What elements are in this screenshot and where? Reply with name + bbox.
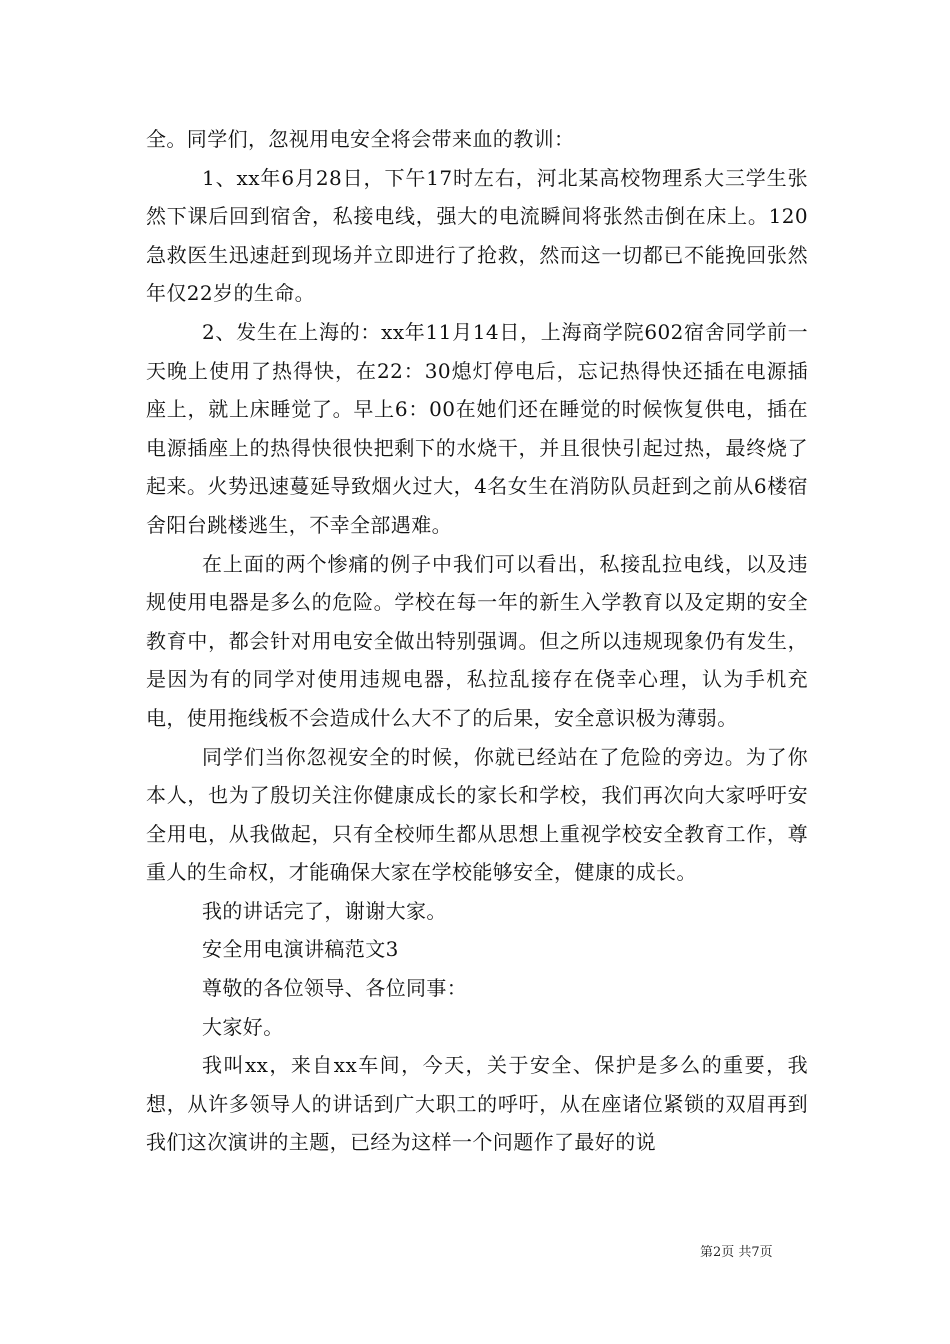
document-body: [146, 120, 808, 1162]
paragraph-intro: 我叫xx，来自xx车间，今天，关于安全、保护是多么的重要，我想，从许多领导人的讲话到广大职工的呼吁，从在座诸位紧锁的双眉再到我们这次演讲的主题，已经为这样一个问题作了最好的说: [146, 1053, 808, 1155]
paragraph-case-2: 2、发生在上海的：xx年11月14日，上海商学院602宿舍同学前一天晚上使用了热得快，在22：30熄灯停电后，忘记热得快还插在电源插座上，就上床睡觉了。早上6：00在她们还在睡觉的时候恢复供电，插在电源插座上的热得快很快把剩下的水烧干，并且很快引起过热，最终烧了起来。火势迅速蔓延导致烟火过大，4名女生在消防队员赶到之前从6楼宿舍阳台跳楼逃生，不幸全部遇难。: [146, 319, 808, 537]
paragraph-closing: 我的讲话完了，谢谢大家。: [202, 898, 447, 923]
paragraph-case-1: 1、xx年6月28日，下午17时左右，河北某高校物理系大三学生张然下课后回到宿舍，私接电线，强大的电流瞬间将张然击倒在床上。120急救医生迅速赶到现场并立即进行了抢救，然而这一切都已不能挽回张然年仅22岁的生命。: [146, 165, 808, 306]
page-number-footer: 第2页 共7页: [700, 1245, 773, 1260]
paragraph-continuation: 全。同学们，忽视用电安全将会带来血的教训：: [146, 127, 575, 151]
salutation: 尊敬的各位领导、各位同事：: [202, 976, 468, 1001]
paragraph-analysis: 在上面的两个惨痛的例子中我们可以看出，私接乱拉电线，以及违规使用电器是多么的危险。学校在每一年的新生入学教育以及定期的安全教育中，都会针对用电安全做出特别强调。但之所以违规现象仍有发生，是因为有的同学对使用违规电器，私拉乱接存在侥幸心理，认为手机充电，使用拖线板不会造成什么大不了的后果，安全意识极为薄弱。: [146, 551, 808, 730]
section-title: 安全用电演讲稿范文3: [202, 937, 399, 962]
paragraph-appeal: 同学们当你忽视安全的时候，你就已经站在了危险的旁边。为了你本人，也为了殷切关注你健康成长的家长和学校，我们再次向大家呼吁安全用电，从我做起，只有全校师生都从思想上重视学校安全教育工作，尊重人的生命权，才能确保大家在学校能够安全，健康的成长。: [146, 744, 808, 885]
greeting: 大家好。: [202, 1014, 284, 1039]
